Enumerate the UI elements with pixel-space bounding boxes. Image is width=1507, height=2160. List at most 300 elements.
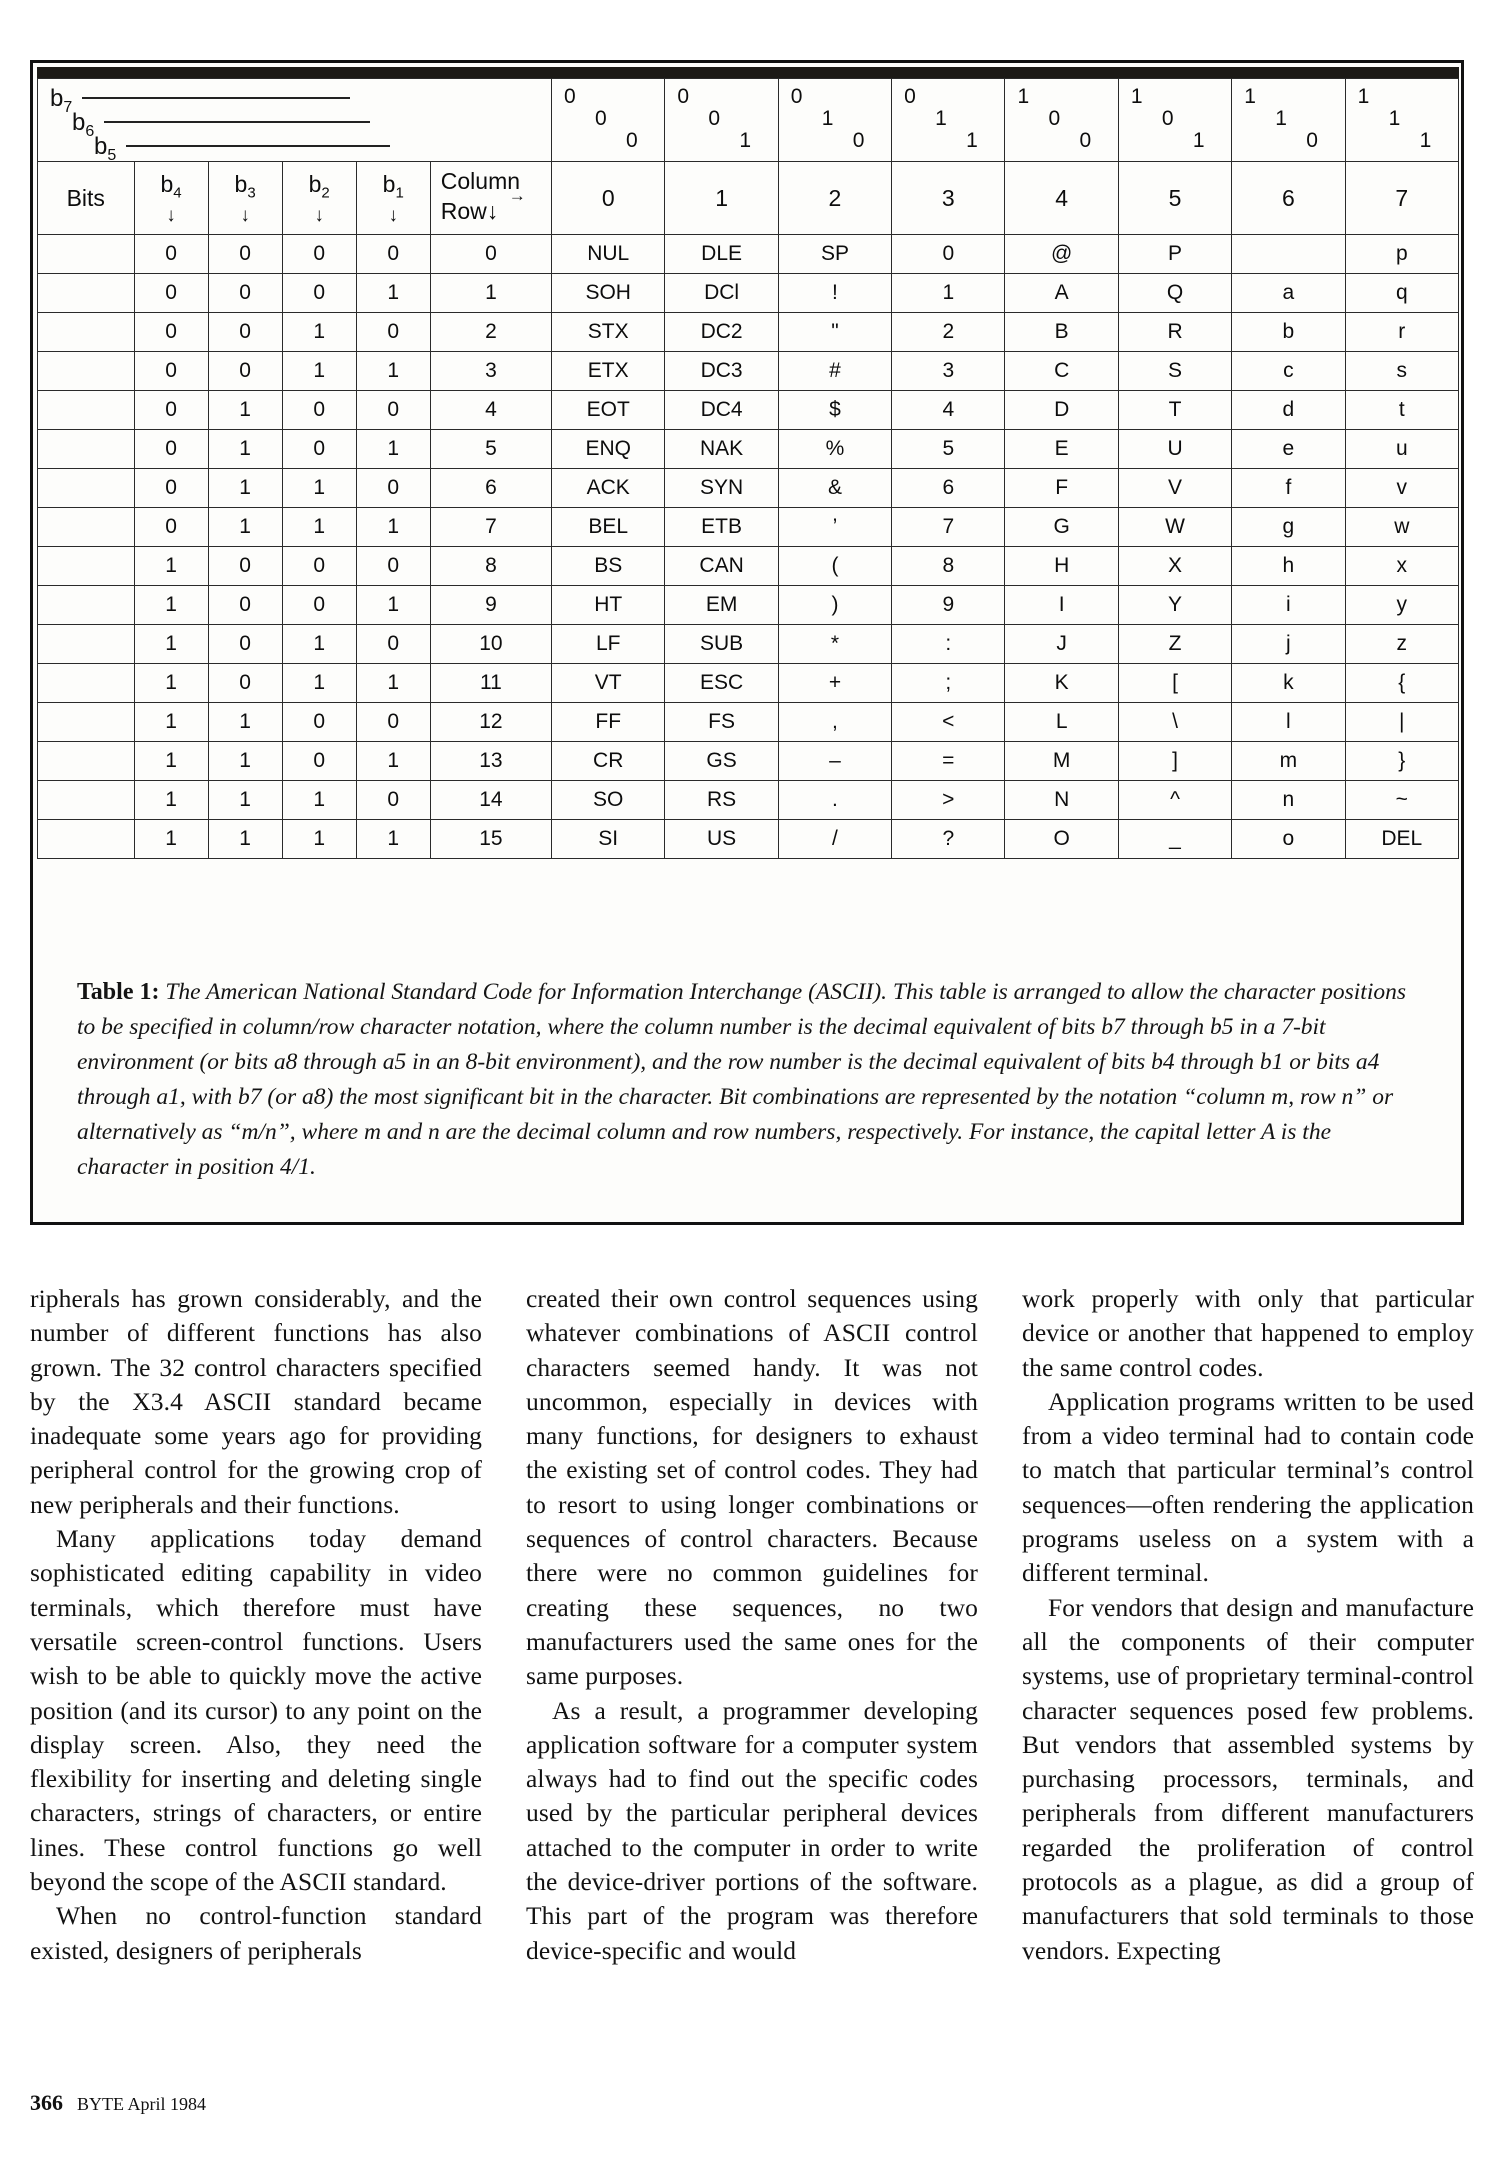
ascii-character-cell: x xyxy=(1345,547,1458,586)
column-bit-pattern xyxy=(1005,79,1118,162)
row-bit-value: 1 xyxy=(208,703,282,742)
row-number: 14 xyxy=(430,781,551,820)
row-bit-value: 1 xyxy=(134,781,208,820)
row-bits-spacer xyxy=(38,274,135,313)
ascii-character-cell: VT xyxy=(552,664,665,703)
ascii-character-cell: " xyxy=(778,313,891,352)
row-bit-value: 0 xyxy=(134,508,208,547)
bit-value: 1 xyxy=(1275,107,1287,130)
ascii-character-cell: SO xyxy=(552,781,665,820)
column-number: 2 xyxy=(778,162,891,235)
ascii-character-cell: FS xyxy=(665,703,778,742)
body-column-2 xyxy=(526,1282,978,2022)
row-bit-value: 1 xyxy=(282,313,356,352)
bit-value: 0 xyxy=(708,107,721,130)
row-bit-value: 0 xyxy=(356,313,430,352)
ascii-character-cell: v xyxy=(1345,469,1458,508)
body-column-1 xyxy=(30,1282,482,2022)
ascii-character-cell: W xyxy=(1118,508,1231,547)
ascii-character-cell: EOT xyxy=(552,391,665,430)
paragraph: When no control-function standard existed, designers of peripherals xyxy=(30,1901,482,1965)
row-bit-value: 1 xyxy=(208,742,282,781)
row-bits-spacer xyxy=(38,508,135,547)
paragraph: As a result, a programmer developing application software for a computer system always had to find out the specific codes used by the particular peripheral devices attached to the computer in order to write the device-driver portions of the software. This part of the program was therefore device-specific and would xyxy=(526,1695,978,1965)
ascii-character-cell: } xyxy=(1345,742,1458,781)
row-bit-value: 1 xyxy=(208,430,282,469)
bit-header-b4: $b_4$ ↓ xyxy=(134,162,208,235)
ascii-character-cell: Z xyxy=(1118,625,1231,664)
ascii-character-cell: DCl xyxy=(665,274,778,313)
row-bit-value: 0 xyxy=(208,235,282,274)
column-bit-pattern xyxy=(1345,79,1458,162)
ascii-character-cell: US xyxy=(665,820,778,859)
ascii-character-cell: \ xyxy=(1118,703,1231,742)
row-bit-value: 1 xyxy=(356,508,430,547)
ascii-character-cell: SOH xyxy=(552,274,665,313)
row-bit-value: 1 xyxy=(134,703,208,742)
ascii-character-cell: DC2 xyxy=(665,313,778,352)
paragraph: For vendors that design and manufacture all the components of their computer systems, use of proprietary terminal-control character sequences posed few problems. But vendors that assembled systems by purchasing processors, terminals, and peripherals from different manufacturers regarded the proliferation of control protocols as a plague, as did a group of manufacturers that sold terminals to those vendors. Expecting xyxy=(1022,1592,1474,1965)
ascii-character-cell: N xyxy=(1005,781,1118,820)
ascii-character-cell: ACK xyxy=(552,469,665,508)
ascii-character-cell: DC4 xyxy=(665,391,778,430)
row-bit-value: 0 xyxy=(134,391,208,430)
ascii-character-cell: B xyxy=(1005,313,1118,352)
bit-value: 0 xyxy=(1306,129,1318,152)
ascii-character-cell: m xyxy=(1232,742,1345,781)
ascii-character-cell: ’ xyxy=(778,508,891,547)
column-bit-pattern xyxy=(552,79,665,162)
row-bit-value: 1 xyxy=(134,547,208,586)
row-number: 0 xyxy=(430,235,551,274)
ascii-character-cell: 6 xyxy=(892,469,1005,508)
bit-value: 1 xyxy=(935,107,947,130)
paragraph: created their own control sequences using whatever combinations of ASCII control characters seemed handy. It was not uncommon, especially in devices with many functions, for designers to exhaust the existing set of control codes. They had to resort to using longer combinations or sequences of control characters. Because there were no common guidelines for creating these sequences, no two manufacturers used the same ones for the same purposes. xyxy=(526,1284,978,1691)
row-word: Row↓ xyxy=(440,198,499,224)
ascii-character-cell: w xyxy=(1345,508,1458,547)
row-bit-value: 1 xyxy=(208,469,282,508)
row-number: 10 xyxy=(430,625,551,664)
table-header-bit-lines xyxy=(38,79,1459,162)
row-bits-spacer xyxy=(38,586,135,625)
column-number: 4 xyxy=(1005,162,1118,235)
row-bits-spacer xyxy=(38,742,135,781)
row-number: 1 xyxy=(430,274,551,313)
table-row xyxy=(38,781,1459,820)
ascii-character-cell: 5 xyxy=(892,430,1005,469)
table-row xyxy=(38,625,1459,664)
caption-lead: Table 1: xyxy=(77,979,160,1005)
ascii-character-cell: ENQ xyxy=(552,430,665,469)
ascii-character-cell: ~ xyxy=(1345,781,1458,820)
row-bit-value: 0 xyxy=(208,625,282,664)
bit-line-label-b6: $b_6$ xyxy=(72,109,370,141)
ascii-character-cell: – xyxy=(778,742,891,781)
column-number: 7 xyxy=(1345,162,1458,235)
page-number: 366 xyxy=(30,2090,63,2115)
ascii-character-cell: < xyxy=(892,703,1005,742)
ascii-character-cell: j xyxy=(1232,625,1345,664)
column-number: 3 xyxy=(892,162,1005,235)
bit-line-labels xyxy=(38,79,552,162)
column-word: Column xyxy=(440,168,521,194)
ascii-character-cell: { xyxy=(1345,664,1458,703)
article-body xyxy=(30,1282,1474,2022)
ascii-character-cell: i xyxy=(1232,586,1345,625)
ascii-character-cell: R xyxy=(1118,313,1231,352)
ascii-character-cell: Y xyxy=(1118,586,1231,625)
column-bit-pattern xyxy=(665,79,778,162)
ascii-character-cell: | xyxy=(1345,703,1458,742)
table-header-bits-row xyxy=(38,162,1459,235)
ascii-character-cell: SI xyxy=(552,820,665,859)
row-bit-value: 0 xyxy=(134,313,208,352)
ascii-character-cell: 1 xyxy=(892,274,1005,313)
table-row xyxy=(38,391,1459,430)
magazine-issue: BYTE April 1984 xyxy=(77,2094,206,2114)
ascii-character-cell: J xyxy=(1005,625,1118,664)
bit-value: 1 xyxy=(1244,85,1256,108)
ascii-character-cell: DC3 xyxy=(665,352,778,391)
ascii-character-cell: l xyxy=(1232,703,1345,742)
bit-value: 0 xyxy=(1048,107,1061,130)
ascii-character-cell: a xyxy=(1232,274,1345,313)
table-row xyxy=(38,430,1459,469)
row-bit-value: 0 xyxy=(356,703,430,742)
ascii-character-cell: % xyxy=(778,430,891,469)
table-row xyxy=(38,469,1459,508)
bit-value: 0 xyxy=(595,107,607,130)
ascii-character-cell: ETB xyxy=(665,508,778,547)
table-caption xyxy=(77,975,1417,1185)
row-bit-value: 0 xyxy=(208,586,282,625)
ascii-character-cell: A xyxy=(1005,274,1118,313)
bit-value: 1 xyxy=(1017,85,1030,108)
table-row xyxy=(38,274,1459,313)
row-bit-value: 0 xyxy=(208,547,282,586)
ascii-character-cell: s xyxy=(1345,352,1458,391)
ascii-character-cell: & xyxy=(778,469,891,508)
ascii-character-cell: M xyxy=(1005,742,1118,781)
ascii-character-cell: SP xyxy=(778,235,891,274)
row-bit-value: 1 xyxy=(282,664,356,703)
table-figure-box xyxy=(30,60,1464,1225)
row-bit-value: 0 xyxy=(282,586,356,625)
row-bit-value: 1 xyxy=(356,820,430,859)
bit-header-b2: $b_2$ ↓ xyxy=(282,162,356,235)
ascii-character-cell: > xyxy=(892,781,1005,820)
row-bits-spacer xyxy=(38,703,135,742)
bit-value: 1 xyxy=(1130,85,1143,108)
ascii-character-cell: CAN xyxy=(665,547,778,586)
row-bit-value: 0 xyxy=(134,352,208,391)
ascii-character-cell: 8 xyxy=(892,547,1005,586)
row-bits-spacer xyxy=(38,469,135,508)
bit-header-b3: $b_3$ ↓ xyxy=(208,162,282,235)
bit-value: 0 xyxy=(677,85,690,108)
row-number: 8 xyxy=(430,547,551,586)
paragraph: work properly with only that particular device or another that happened to employ the same control codes. xyxy=(1022,1284,1474,1382)
row-bits-spacer xyxy=(38,820,135,859)
ascii-character-cell: : xyxy=(892,625,1005,664)
row-bit-value: 1 xyxy=(134,742,208,781)
ascii-character-cell: STX xyxy=(552,313,665,352)
bit-value: 0 xyxy=(626,129,638,152)
bit-value: 0 xyxy=(904,85,916,108)
ascii-character-cell: E xyxy=(1005,430,1118,469)
row-number: 5 xyxy=(430,430,551,469)
row-bit-value: 1 xyxy=(282,820,356,859)
row-bit-value: 1 xyxy=(356,352,430,391)
bit-value: 0 xyxy=(564,85,576,108)
row-bit-value: 0 xyxy=(134,430,208,469)
ascii-character-cell: ] xyxy=(1118,742,1231,781)
row-bit-value: 1 xyxy=(356,274,430,313)
row-bit-value: 0 xyxy=(282,703,356,742)
row-number: 3 xyxy=(430,352,551,391)
ascii-character-cell: _ xyxy=(1118,820,1231,859)
ascii-character-cell: e xyxy=(1232,430,1345,469)
ascii-character-cell: ? xyxy=(892,820,1005,859)
ascii-character-cell: P xyxy=(1118,235,1231,274)
row-bit-value: 0 xyxy=(356,391,430,430)
paragraph: Many applications today demand sophisticated editing capability in video terminals, which therefore must have versatile screen-control functions. Users wish to be able to quickly move the active position (and its cursor) to any point on the display screen. Also, they need the flexibility for inserting and deleting single characters, strings of characters, or entire lines. These control functions go well beyond the scope of the ASCII standard. xyxy=(30,1524,482,1897)
ascii-character-cell: V xyxy=(1118,469,1231,508)
bit-value: 1 xyxy=(1357,85,1370,108)
ascii-character-cell: c xyxy=(1232,352,1345,391)
caption-text: The American National Standard Code for Information Interchange (ASCII). This table is arranged to allow the character positions to be specified in column/row character notation, where the column number is the decimal equivalent of bits b7 through b5 in a 7-bit environment (or bits a8 through a5 in an 8-bit environment), and the row number is the decimal equivalent of bits b4 through b1 or bits a4 through a1, with b7 (or a8) the most significant bit in the character. Bit combinations are represented by the notation “column m, row n” or alternatively as “m/n”, where m and n are the decimal column and row numbers, respectively. For instance, the capital letter A is the character in position 4/1. xyxy=(77,979,1406,1180)
ascii-character-cell: D xyxy=(1005,391,1118,430)
ascii-character-cell: L xyxy=(1005,703,1118,742)
row-bit-value: 0 xyxy=(134,469,208,508)
ascii-character-cell: q xyxy=(1345,274,1458,313)
page-footer xyxy=(30,2090,206,2116)
bit-header-b1: $b_1$ ↓ xyxy=(356,162,430,235)
ascii-character-cell: X xyxy=(1118,547,1231,586)
table-top-rule xyxy=(37,67,1459,78)
row-bit-value: 1 xyxy=(282,508,356,547)
ascii-character-cell: ETX xyxy=(552,352,665,391)
ascii-character-cell: d xyxy=(1232,391,1345,430)
column-bit-pattern xyxy=(1232,79,1345,162)
row-number: 4 xyxy=(430,391,551,430)
ascii-character-cell: HT xyxy=(552,586,665,625)
row-bit-value: 0 xyxy=(282,391,356,430)
bit-value: 0 xyxy=(852,129,865,152)
ascii-character-cell: O xyxy=(1005,820,1118,859)
ascii-character-cell: LF xyxy=(552,625,665,664)
column-bit-pattern xyxy=(1118,79,1231,162)
ascii-character-cell: h xyxy=(1232,547,1345,586)
ascii-character-cell: 9 xyxy=(892,586,1005,625)
ascii-character-cell: DEL xyxy=(1345,820,1458,859)
row-bit-value: 0 xyxy=(282,547,356,586)
row-bits-spacer xyxy=(38,235,135,274)
row-bit-value: 0 xyxy=(356,625,430,664)
row-number: 9 xyxy=(430,586,551,625)
ascii-table-wrapper xyxy=(37,67,1459,947)
ascii-character-cell: ! xyxy=(778,274,891,313)
table-row xyxy=(38,313,1459,352)
row-bit-value: 1 xyxy=(134,820,208,859)
column-row-legend xyxy=(430,162,551,235)
ascii-character-cell: , xyxy=(778,703,891,742)
row-bit-value: 1 xyxy=(208,391,282,430)
ascii-character-cell: f xyxy=(1232,469,1345,508)
column-number: 0 xyxy=(552,162,665,235)
ascii-character-cell: BEL xyxy=(552,508,665,547)
bit-value: 1 xyxy=(1388,107,1401,130)
bit-value: 0 xyxy=(1079,129,1092,152)
row-number: 7 xyxy=(430,508,551,547)
row-bit-value: 0 xyxy=(208,664,282,703)
row-bit-value: 1 xyxy=(282,352,356,391)
table-row xyxy=(38,235,1459,274)
paragraph: Application programs written to be used from a video terminal had to contain code to match that particular terminal’s control sequences—often rendering the application programs useless on a system with a different terminal. xyxy=(1022,1386,1474,1588)
bit-value: 1 xyxy=(821,107,834,130)
row-bit-value: 0 xyxy=(134,235,208,274)
bit-value: 0 xyxy=(790,85,803,108)
row-bit-value: 0 xyxy=(282,430,356,469)
ascii-character-cell: u xyxy=(1345,430,1458,469)
row-number: 11 xyxy=(430,664,551,703)
ascii-character-cell: DLE xyxy=(665,235,778,274)
row-bit-value: 0 xyxy=(134,274,208,313)
ascii-character-cell: g xyxy=(1232,508,1345,547)
ascii-character-cell: F xyxy=(1005,469,1118,508)
ascii-character-cell: y xyxy=(1345,586,1458,625)
ascii-character-cell xyxy=(1232,235,1345,274)
row-bits-spacer xyxy=(38,313,135,352)
row-bit-value: 1 xyxy=(134,664,208,703)
ascii-character-cell: 2 xyxy=(892,313,1005,352)
row-bit-value: 0 xyxy=(208,274,282,313)
row-bit-value: 0 xyxy=(208,352,282,391)
row-bits-spacer xyxy=(38,352,135,391)
row-bit-value: 0 xyxy=(282,274,356,313)
bits-label: Bits xyxy=(38,162,135,235)
table-row xyxy=(38,703,1459,742)
ascii-table xyxy=(37,78,1459,859)
column-number: 6 xyxy=(1232,162,1345,235)
ascii-character-cell: ^ xyxy=(1118,781,1231,820)
paragraph: ripherals has grown considerably, and the number of different functions has also grown. The 32 control characters specified by the X3.4 ASCII standard became inadequate some years ago for providing peripheral control for the growing crop of new peripherals and their functions. xyxy=(30,1284,482,1519)
ascii-character-cell: k xyxy=(1232,664,1345,703)
ascii-character-cell: = xyxy=(892,742,1005,781)
row-number: 2 xyxy=(430,313,551,352)
ascii-character-cell: BS xyxy=(552,547,665,586)
row-bit-value: 0 xyxy=(282,742,356,781)
ascii-character-cell: I xyxy=(1005,586,1118,625)
ascii-character-cell: t xyxy=(1345,391,1458,430)
ascii-character-cell: U xyxy=(1118,430,1231,469)
bit-value: 1 xyxy=(966,129,978,152)
ascii-character-cell: G xyxy=(1005,508,1118,547)
ascii-character-cell: o xyxy=(1232,820,1345,859)
row-bit-value: 1 xyxy=(282,781,356,820)
table-row xyxy=(38,547,1459,586)
row-number: 13 xyxy=(430,742,551,781)
ascii-character-cell: + xyxy=(778,664,891,703)
table-row xyxy=(38,664,1459,703)
row-number: 12 xyxy=(430,703,551,742)
row-bit-value: 0 xyxy=(356,547,430,586)
column-arrow-icon: → xyxy=(508,186,526,205)
row-bit-value: 1 xyxy=(134,586,208,625)
row-bit-value: 0 xyxy=(282,235,356,274)
row-bits-spacer xyxy=(38,625,135,664)
row-bit-value: 1 xyxy=(282,625,356,664)
ascii-character-cell: * xyxy=(778,625,891,664)
ascii-character-cell: [ xyxy=(1118,664,1231,703)
row-bits-spacer xyxy=(38,547,135,586)
ascii-character-cell: z xyxy=(1345,625,1458,664)
ascii-character-cell: S xyxy=(1118,352,1231,391)
ascii-character-cell: b xyxy=(1232,313,1345,352)
row-bit-value: 1 xyxy=(134,625,208,664)
table-row xyxy=(38,820,1459,859)
ascii-character-cell: 7 xyxy=(892,508,1005,547)
row-bit-value: 0 xyxy=(208,313,282,352)
ascii-character-cell: n xyxy=(1232,781,1345,820)
ascii-character-cell: T xyxy=(1118,391,1231,430)
ascii-character-cell: p xyxy=(1345,235,1458,274)
row-bits-spacer xyxy=(38,781,135,820)
bit-line-label-b5: $b_5$ xyxy=(94,133,390,165)
ascii-character-cell: Q xyxy=(1118,274,1231,313)
row-bit-value: 1 xyxy=(208,508,282,547)
row-bits-spacer xyxy=(38,664,135,703)
ascii-character-cell: 3 xyxy=(892,352,1005,391)
ascii-character-cell: r xyxy=(1345,313,1458,352)
row-bit-value: 1 xyxy=(208,781,282,820)
bit-value: 1 xyxy=(1192,129,1205,152)
ascii-character-cell: # xyxy=(778,352,891,391)
ascii-character-cell: . xyxy=(778,781,891,820)
row-bit-value: 1 xyxy=(356,742,430,781)
ascii-character-cell: GS xyxy=(665,742,778,781)
row-bit-value: 0 xyxy=(356,781,430,820)
row-bit-value: 1 xyxy=(208,820,282,859)
body-column-3 xyxy=(1022,1282,1474,2022)
ascii-character-cell: NAK xyxy=(665,430,778,469)
table-row xyxy=(38,742,1459,781)
column-number: 1 xyxy=(665,162,778,235)
ascii-character-cell: ; xyxy=(892,664,1005,703)
ascii-character-cell: EM xyxy=(665,586,778,625)
ascii-character-cell: 4 xyxy=(892,391,1005,430)
row-bit-value: 1 xyxy=(356,586,430,625)
ascii-character-cell: $ xyxy=(778,391,891,430)
ascii-character-cell: RS xyxy=(665,781,778,820)
ascii-character-cell: H xyxy=(1005,547,1118,586)
ascii-character-cell: @ xyxy=(1005,235,1118,274)
row-bit-value: 1 xyxy=(356,430,430,469)
bit-line-label-b7: $b_7$ xyxy=(50,85,350,117)
ascii-character-cell: ESC xyxy=(665,664,778,703)
ascii-character-cell: 0 xyxy=(892,235,1005,274)
table-row xyxy=(38,352,1459,391)
row-number: 15 xyxy=(430,820,551,859)
ascii-character-cell: SUB xyxy=(665,625,778,664)
ascii-character-cell: ( xyxy=(778,547,891,586)
ascii-character-cell: / xyxy=(778,820,891,859)
row-bit-value: 1 xyxy=(282,469,356,508)
column-bit-pattern xyxy=(892,79,1005,162)
ascii-character-cell: CR xyxy=(552,742,665,781)
row-bit-value: 0 xyxy=(356,235,430,274)
bit-value: 1 xyxy=(1419,129,1432,152)
